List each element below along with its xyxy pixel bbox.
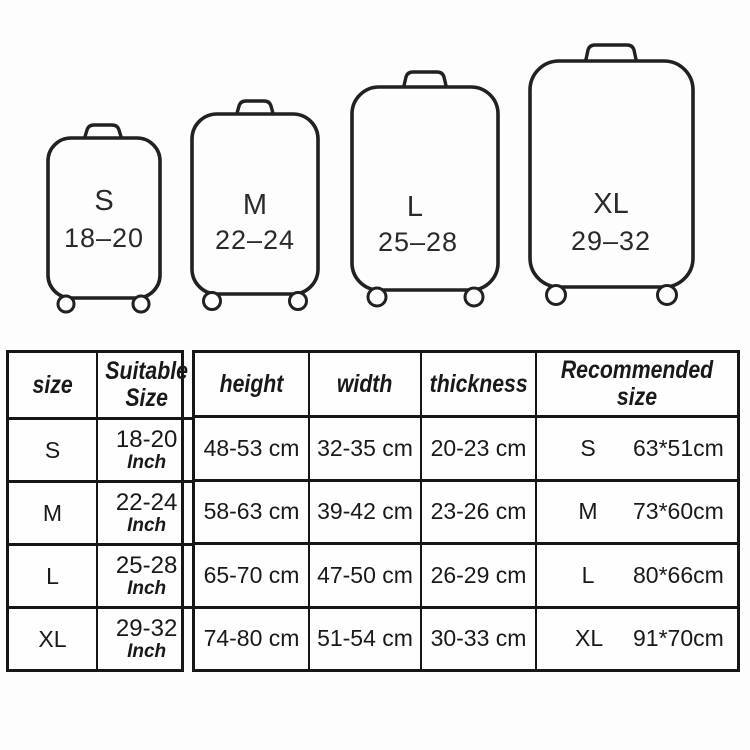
height-cell: 48-53 cm xyxy=(195,415,308,479)
dimension-table-header-height xyxy=(195,353,308,415)
height-cell: 74-80 cm xyxy=(195,606,308,670)
inch-range: 29-32 xyxy=(115,615,178,642)
suitcase-inch-range: 25–28 xyxy=(377,227,459,257)
header-label: width xyxy=(337,369,393,398)
suitcase-wheel xyxy=(290,293,307,310)
dimension-table-header-thickness xyxy=(420,353,535,415)
suitcase-l xyxy=(352,72,498,306)
suitcase-wheel xyxy=(133,296,149,312)
suitable-size-cell xyxy=(96,606,195,669)
recommended-size-dimensions: 91*70cm xyxy=(633,625,724,652)
size-table-header-size xyxy=(9,353,96,417)
suitcase-size-label: L xyxy=(406,191,424,223)
recommended-size-dimensions: 73*60cm xyxy=(633,498,724,525)
suitcase-s xyxy=(48,125,160,312)
suitcase-wheel xyxy=(547,286,566,305)
width-cell: 51-54 cm xyxy=(308,606,420,670)
suitcase-wheel xyxy=(658,286,677,305)
size-cell: XL xyxy=(9,606,96,669)
dimension-table-header-width xyxy=(308,353,420,415)
size-table-header-suitable-size xyxy=(96,353,195,417)
dimension-table-header-recommended xyxy=(535,353,737,415)
recommended-size-letter: L xyxy=(581,561,595,588)
dimension-table xyxy=(192,350,740,672)
height-cell: 58-63 cm xyxy=(195,479,308,543)
thickness-cell: 26-29 cm xyxy=(420,542,535,606)
suitcase-inch-range: 22–24 xyxy=(214,225,296,255)
recommended-size-letter: M xyxy=(578,498,598,525)
header-label: Recommended size xyxy=(560,356,714,411)
thickness-cell: 30-33 cm xyxy=(420,606,535,670)
suitcase-size-label: XL xyxy=(593,188,629,220)
recommended-size-cell xyxy=(535,606,737,670)
header-label: size xyxy=(32,370,73,399)
suitable-size-cell xyxy=(96,543,195,606)
suitcase-wheel xyxy=(204,293,221,310)
recommended-size-cell xyxy=(535,479,737,543)
recommended-size-dimensions: 80*66cm xyxy=(633,561,724,588)
size-cell: L xyxy=(9,543,96,606)
header-label: Suitable Size xyxy=(105,357,188,412)
size-table xyxy=(6,350,188,672)
suitable-size-cell xyxy=(96,417,195,480)
inch-range: 25-28 xyxy=(115,552,178,579)
thickness-cell: 20-23 cm xyxy=(420,415,535,479)
thickness-cell: 23-26 cm xyxy=(420,479,535,543)
header-label: height xyxy=(219,369,284,398)
width-cell: 32-35 cm xyxy=(308,415,420,479)
header-label: thickness xyxy=(429,369,528,398)
suitable-size-cell xyxy=(96,480,195,543)
suitcase-size-label: S xyxy=(94,185,114,217)
height-cell: 65-70 cm xyxy=(195,542,308,606)
inch-range: 18-20 xyxy=(115,426,178,453)
suitcase-body-outline xyxy=(352,87,498,290)
recommended-size-cell xyxy=(535,415,737,479)
width-cell: 47-50 cm xyxy=(308,542,420,606)
recommended-size-letter: S xyxy=(580,434,596,461)
inch-range: 22-24 xyxy=(115,489,178,516)
suitcase-size-label: M xyxy=(242,189,268,221)
suitcase-xl xyxy=(530,45,693,305)
recommended-size-letter: XL xyxy=(575,625,604,652)
suitcase-wheel xyxy=(465,288,483,306)
suitcase-inch-range: 29–32 xyxy=(570,226,652,256)
inch-unit: Inch xyxy=(127,641,167,662)
inch-unit: Inch xyxy=(127,452,167,473)
recommended-size-cell xyxy=(535,542,737,606)
suitcase-illustrations xyxy=(0,0,750,345)
suitcase-body-outline xyxy=(48,138,160,298)
suitcase-m xyxy=(192,101,318,310)
size-cell: S xyxy=(9,417,96,480)
width-cell: 39-42 cm xyxy=(308,479,420,543)
suitcase-wheel xyxy=(368,288,386,306)
size-cell: M xyxy=(9,480,96,543)
inch-unit: Inch xyxy=(127,515,167,536)
recommended-size-dimensions: 63*51cm xyxy=(633,434,724,461)
suitcase-wheel xyxy=(58,296,74,312)
inch-unit: Inch xyxy=(127,578,167,599)
suitcase-inch-range: 18–20 xyxy=(63,223,145,253)
